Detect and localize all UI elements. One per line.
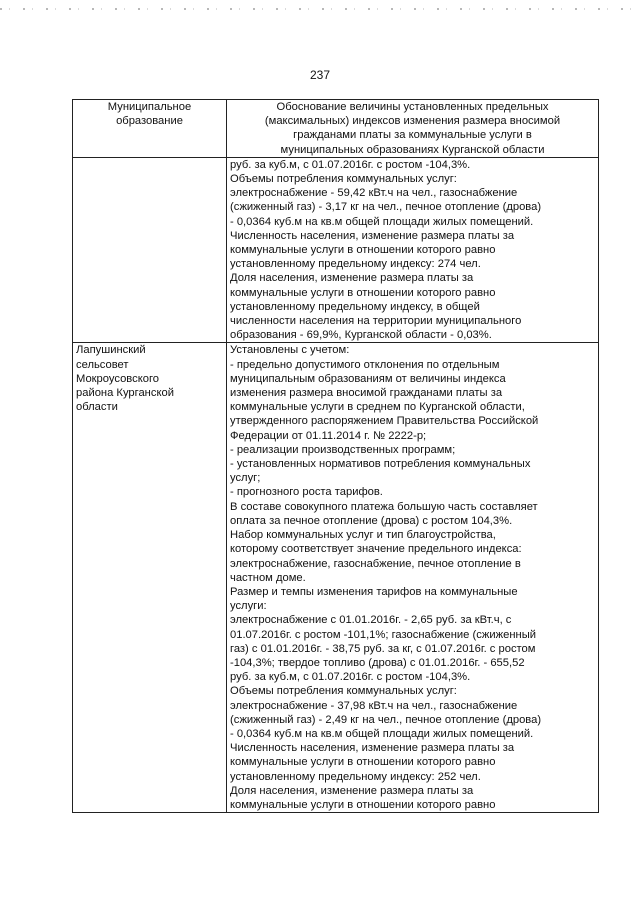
text-line: оплата за печное отопление (дрова) с ростом 104,3%. (230, 514, 513, 527)
text-line: - установленных нормативов потребления коммунальных (230, 458, 531, 471)
text-line: - реализации производственных программ; (230, 443, 456, 456)
text-line: Обоснование величины установленных предельных (276, 101, 549, 113)
text-line: - 0,0364 куб.м на кв.м общей площади жилых помещений. (230, 727, 534, 740)
text-line: численности населения на территории муниципального (230, 315, 522, 328)
text-line: сельсовет (76, 358, 129, 371)
text-line: (максимальных) индексов изменения размера вносимой (264, 115, 561, 128)
text-line: электроснабжение - 59,42 кВт.ч на чел., газоснабжение (230, 187, 518, 200)
text-line: Мокроусовского (76, 372, 159, 385)
row2-municipality (73, 343, 227, 813)
scan-edge-artifact (0, 8, 640, 10)
text-line: области (76, 401, 118, 414)
text-line: Доля населения, изменение размера платы за (230, 784, 474, 797)
text-line: образование (116, 115, 183, 128)
page-bottom-margin (0, 843, 640, 905)
text-line: установленному предельному индексу: 252 чел. (230, 770, 481, 783)
text-line: Набор коммунальных услуг и тип благоустройства, (230, 529, 496, 542)
table-row (73, 343, 599, 813)
text-line: изменения размера вносимой гражданами платы за (230, 387, 503, 400)
table-header-row (73, 100, 599, 158)
text-line: Объемы потребления коммунальных услуг: (230, 173, 457, 186)
text-line: коммунальные услуги в отношении которого равно (230, 798, 496, 811)
table-row (73, 157, 599, 343)
text-line: газ) с 01.01.2016г. - 38,75 руб. за кг, с 01.07.2016г. с ростом (230, 642, 536, 655)
text-line: Установлены с учетом: (230, 344, 350, 357)
text-line: Лапушинский (76, 344, 146, 357)
row1-justification (227, 157, 599, 343)
text-line: - предельно допустимого отклонения по отдельным (230, 358, 500, 371)
text-line: коммунальные услуги в отношении которого равно (230, 286, 496, 299)
text-line: (сжиженный газ) - 3,17 кг на чел., печное отопление (дрова) (230, 201, 542, 214)
text-line: 01.07.2016г. с ростом -101,1%; газоснабжение (сжиженный (230, 628, 536, 641)
text-line: Численность населения, изменение размера платы за (230, 742, 515, 755)
row1-municipality (73, 157, 227, 343)
text-line: электроснабжение с 01.01.2016г. - 2,65 руб. за кВт.ч, с (230, 614, 512, 627)
text-line: которому соответствует значение предельного индекса: (230, 543, 522, 556)
text-line: муниципальных образованиях Курганской области (280, 143, 545, 156)
text-line: частном доме. (230, 571, 306, 584)
text-line: гражданами платы за коммунальные услуги в (293, 129, 532, 142)
header-municipality (73, 100, 227, 158)
text-line: - 0,0364 куб.м на кв.м общей площади жилых помещений. (230, 215, 534, 228)
text-line: Численность населения, изменение размера платы за (230, 229, 515, 242)
text-line: Доля населения, изменение размера платы за (230, 272, 474, 285)
text-line: Муниципальное (107, 101, 192, 113)
text-line: Федерации от 01.11.2014 г. № 2222-р; (230, 429, 427, 442)
text-line: утвержденного распоряжением Правительства Российской (230, 415, 539, 428)
text-line: коммунальные услуги в отношении которого равно (230, 756, 496, 769)
text-line: -104,3%; твердое топливо (дрова) с 01.01.2016г. - 655,52 (230, 656, 525, 669)
row2-justification (227, 343, 599, 813)
text-line: электроснабжение - 37,98 кВт.ч на чел., газоснабжение (230, 699, 518, 712)
tariff-index-table (72, 99, 599, 813)
text-line: руб. за куб.м, с 01.07.2016г. с ростом -104,3%. (230, 158, 471, 171)
text-line: услуги: (230, 600, 267, 613)
text-line: установленному предельному индексу, в общей (230, 300, 480, 313)
text-line: Объемы потребления коммунальных услуг: (230, 685, 457, 698)
text-line: (сжиженный газ) - 2,49 кг на чел., печное отопление (дрова) (230, 713, 542, 726)
text-line: образования - 69,9%, Курганской области - 0,03%. (230, 329, 492, 342)
text-line: установленному предельному индексу: 274 чел. (230, 258, 481, 271)
text-line: руб. за куб.м, с 01.07.2016г. с ростом -104,3%. (230, 671, 471, 684)
header-justification (227, 100, 599, 158)
text-line: Размер и темпы изменения тарифов на коммунальные (230, 585, 518, 598)
text-line: муниципальным образованиям от величины индекса (230, 372, 506, 385)
text-line: коммунальные услуги в отношении которого равно (230, 244, 496, 257)
text-line: В составе совокупного платежа большую часть составляет (230, 500, 538, 513)
text-line: района Курганской (76, 387, 174, 400)
page-number: 237 (309, 68, 331, 82)
text-line: услуг; (230, 472, 261, 485)
text-line: коммунальные услуги в среднем по Курганской области, (230, 401, 525, 414)
text-line: электроснабжение, газоснабжение, печное отопление в (230, 557, 521, 570)
text-line: - прогнозного роста тарифов. (230, 486, 383, 499)
